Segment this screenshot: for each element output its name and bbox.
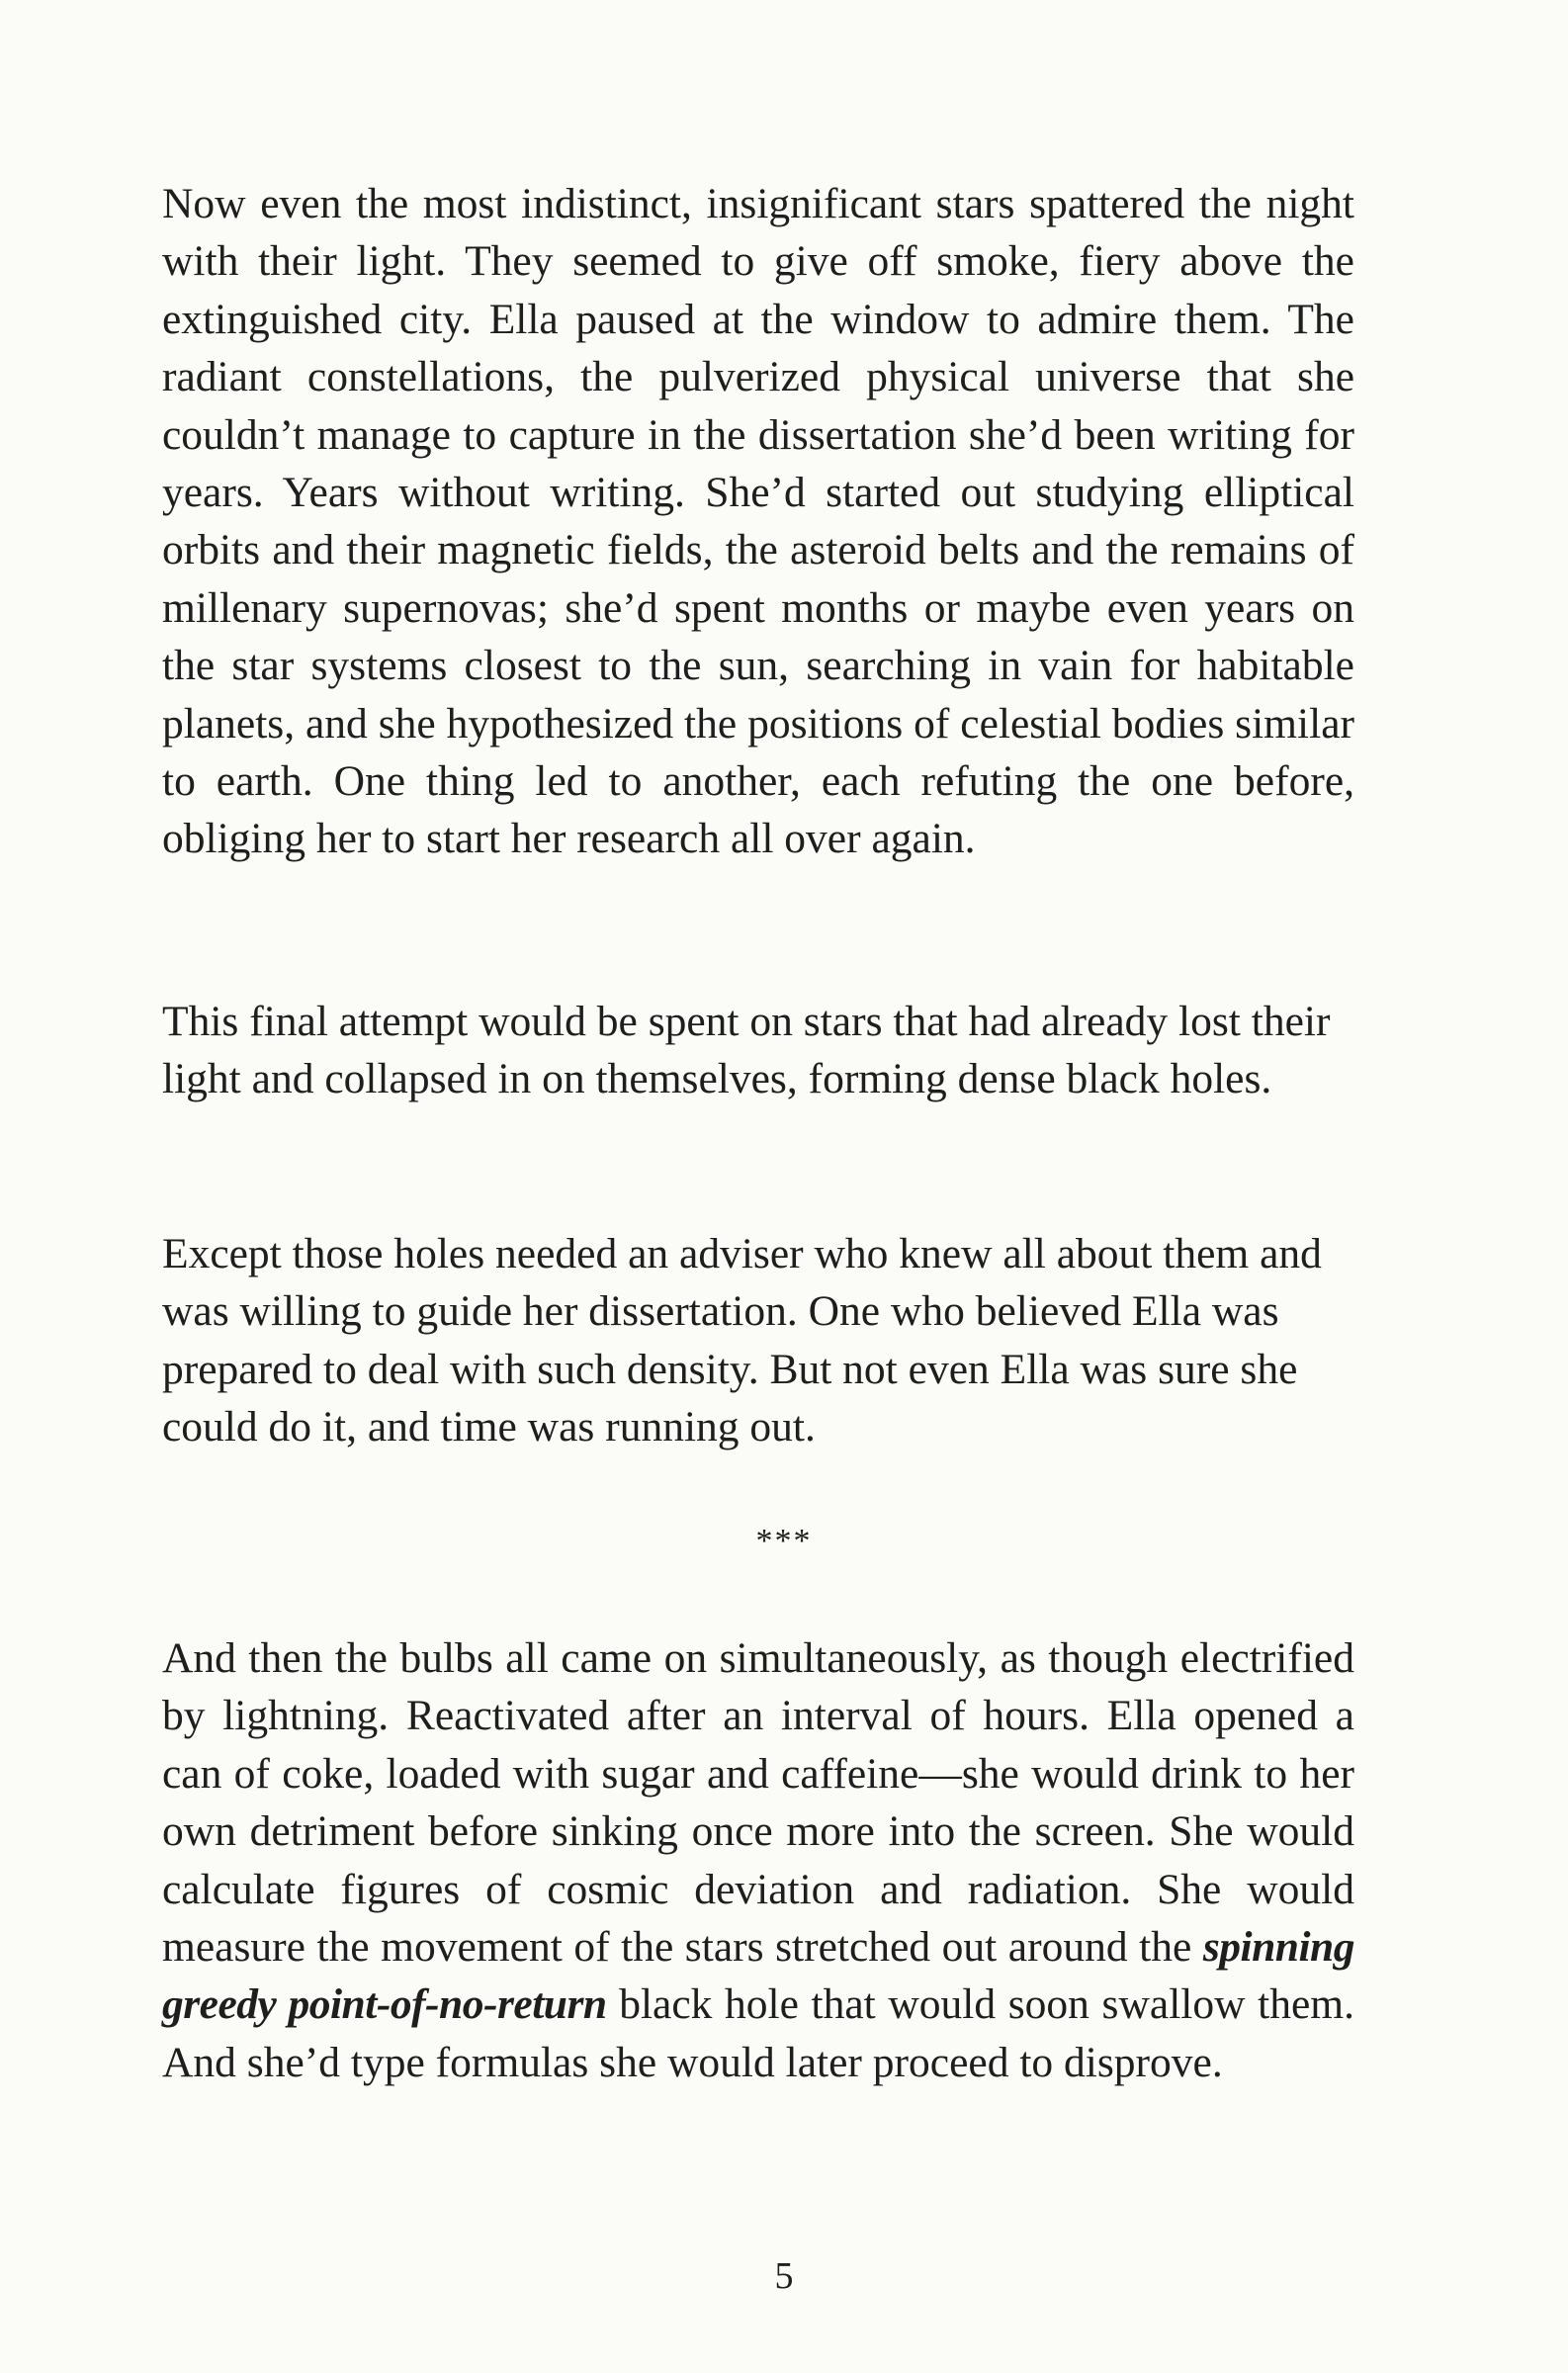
paragraph-stars	[162, 175, 1354, 868]
paragraph-bulbs-emphasis: spinning greedy point-of-no-return	[162, 1923, 1354, 2029]
paragraph-final-attempt	[162, 993, 1354, 1108]
paragraph-stars-text: Now even the most indistinct, insignificant stars spattered the night with their light. They seemed to give off smoke, fiery above the extinguished city. Ella paused at the window to admire them. The radiant constellations, the pulverized physical universe that she couldn’t manage to capture in the dissertation she’d been writing for years. Years without writing. She’d started out studying elliptical orbits and their magnetic fields, the asteroid belts and the remains of millenary supernovas; she’d spent months or maybe even years on the star systems closest to the sun, searching in vain for habitable planets, and she hypothesized the positions of celestial bodies similar to earth. One thing led to another, each refuting the one before, obliging her to start her research all over again.	[162, 180, 1354, 863]
section-break: ***	[755, 1523, 813, 1559]
page-number: 5	[774, 2255, 794, 2297]
paragraph-final-attempt-text: This final attempt would be spent on stars that had already lost their light and collapsed in on themselves, forming dense black holes.	[162, 998, 1331, 1103]
paragraph-bulbs-text-before: And then the bulbs all came on simultaneously, as though electrified by lightning. Reactivated after an interval of hours. Ella opened a can of coke, loaded with sugar and caffeine—she would drink to her own detriment before sinking once more into the screen. She would calculate figures of cosmic deviation and radiation. She would measure the movement of the stars stretched out around the	[162, 1634, 1354, 1972]
paragraph-bulbs-text-after: black hole that would soon swallow them. And she’d type formulas she would later proceed to disprove.	[162, 1980, 1354, 2086]
paragraph-adviser-text: Except those holes needed an adviser who knew all about them and was willing to guide her dissertation. One who believed Ella was prepared to deal with such density. But not even Ella was sure she could do it, and time was running out.	[162, 1230, 1322, 1451]
paragraph-bulbs	[162, 1629, 1354, 2091]
paragraph-adviser	[162, 1225, 1354, 1456]
